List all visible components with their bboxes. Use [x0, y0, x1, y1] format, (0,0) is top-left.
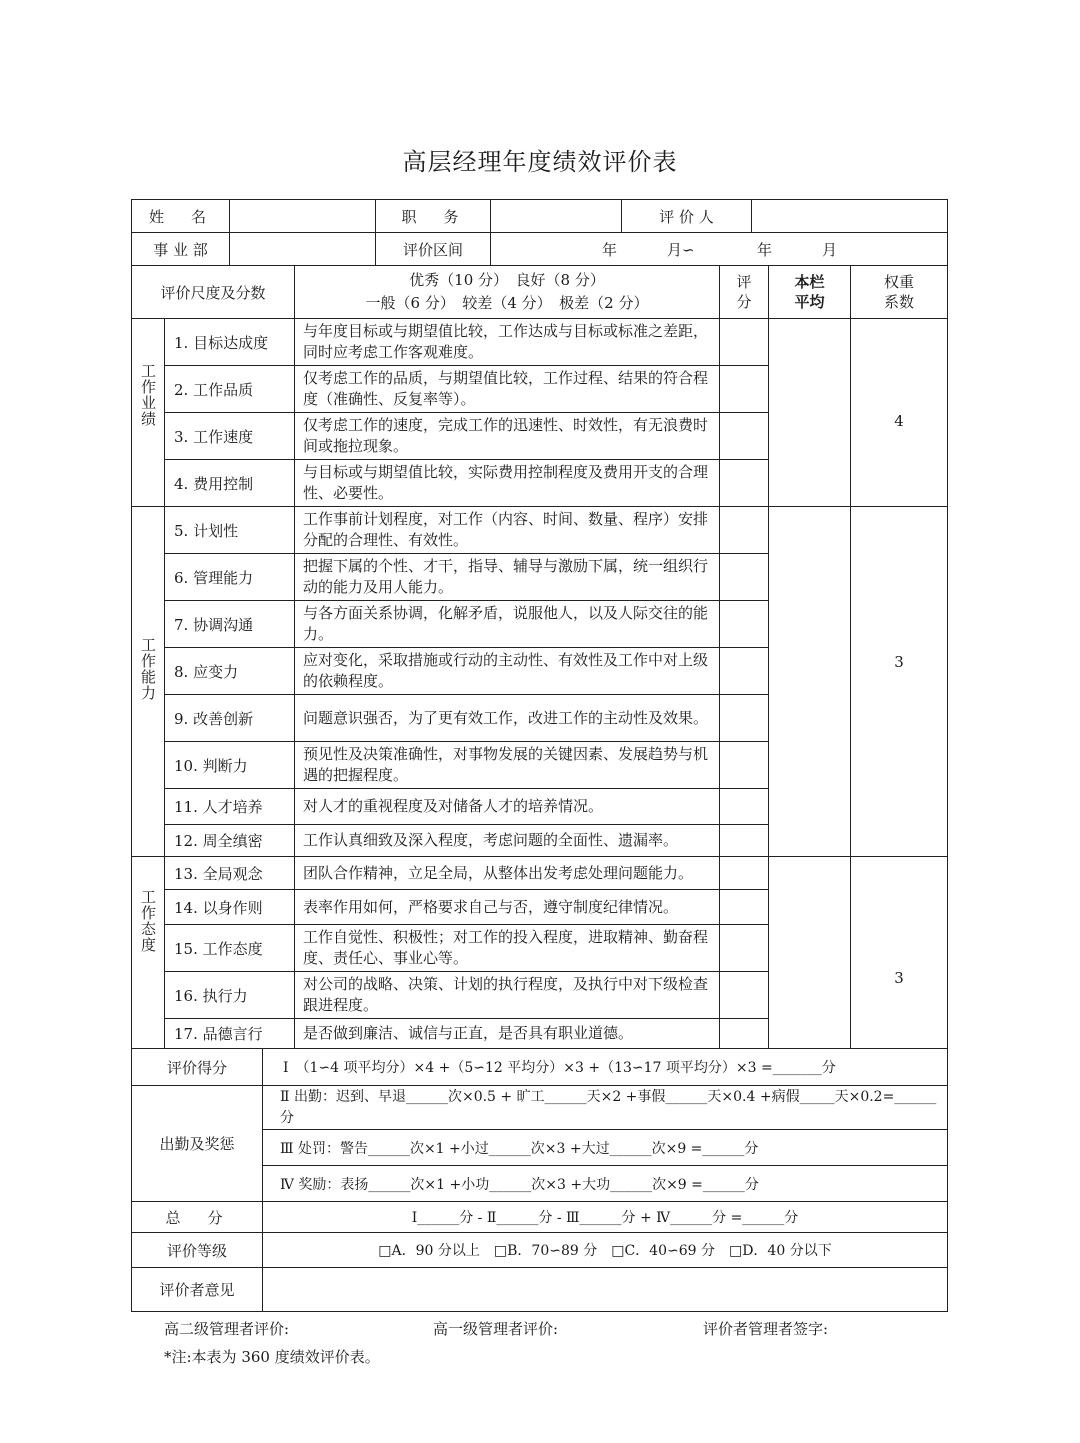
grade-label: 评价等级	[131, 1232, 263, 1268]
average-column-header: 本栏平均	[768, 265, 851, 319]
criterion-name: 11. 人才培养	[164, 788, 295, 825]
weight-performance: 4	[850, 318, 948, 507]
name-field[interactable]	[229, 199, 376, 233]
criterion-name: 13. 全局观念	[164, 856, 295, 890]
criterion-description: 问题意识强否，为了更有效工作，改进工作的主动性及效果。	[294, 694, 720, 742]
position-label: 职 务	[375, 199, 491, 233]
score-input[interactable]	[719, 459, 769, 507]
evaluator-field[interactable]	[751, 199, 948, 233]
total-label: 总 分	[131, 1201, 263, 1233]
criterion-description: 是否做到廉洁、诚信与正直，是否具有职业道德。	[294, 1018, 720, 1049]
signature-manager: 评价者管理者签字:	[703, 1320, 829, 1338]
evaluator-label: 评 价 人	[621, 199, 752, 233]
name-label: 姓 名	[131, 199, 230, 233]
score-input[interactable]	[719, 856, 769, 890]
criterion-name: 9. 改善创新	[164, 694, 295, 742]
weight-column-header: 权重系数	[850, 265, 948, 319]
average-ability[interactable]	[768, 506, 851, 857]
criterion-description: 把握下属的个性、才干，指导、辅导与激励下属，统一组织行动的能力及用人能力。	[294, 553, 720, 601]
period-field[interactable]	[490, 232, 948, 266]
opinion-label: 评价者意见	[131, 1267, 263, 1312]
criterion-name: 7. 协调沟通	[164, 600, 295, 648]
score-input[interactable]	[719, 924, 769, 972]
score-input[interactable]	[719, 365, 769, 413]
weight-attitude: 3	[850, 856, 948, 1049]
criterion-description: 与目标或与期望值比较，实际费用控制程度及费用开支的合理性、必要性。	[294, 459, 720, 507]
criterion-name: 3. 工作速度	[164, 412, 295, 460]
criterion-name: 17. 品德言行	[164, 1018, 295, 1049]
total-formula[interactable]: Ⅰ______分 - Ⅱ______分 - Ⅲ______分 + Ⅳ______分 =______分	[262, 1201, 948, 1233]
score-label: 评价得分	[131, 1048, 263, 1086]
score-input[interactable]	[719, 647, 769, 695]
scale-line-1: 优秀（10 分） 良好（8 分）	[409, 271, 605, 289]
criterion-description: 对公司的战略、决策、计划的执行程度，及执行中对下级检查跟进程度。	[294, 971, 720, 1019]
score-input[interactable]	[719, 553, 769, 601]
grade-options[interactable]: □A．90 分以上 □B．70∽89 分 □C．40∽69 分 □D．40 分以下	[262, 1232, 948, 1268]
criterion-description: 与各方面关系协调，化解矛盾，说服他人，以及人际交往的能力。	[294, 600, 720, 648]
criterion-description: 团队合作精神，立足全局，从整体出发考虑处理问题能力。	[294, 856, 720, 890]
score-input[interactable]	[719, 889, 769, 925]
criterion-description: 对人才的重视程度及对储备人才的培养情况。	[294, 788, 720, 825]
average-attitude[interactable]	[768, 856, 851, 1049]
dept-label: 事 业 部	[131, 232, 230, 266]
penalty-line[interactable]: Ⅲ 处罚：警告______次×1 +小过______次×3 +大过______次×9 =______分	[262, 1129, 948, 1166]
criterion-name: 15. 工作态度	[164, 924, 295, 972]
section-ability: 工作能力	[131, 506, 165, 857]
score-input[interactable]	[719, 1018, 769, 1049]
scale-line-2: 一般（6 分） 较差（4 分） 极差（2 分）	[365, 294, 649, 312]
criterion-description: 工作事前计划程度，对工作（内容、时间、数量、程序）安排分配的合理性、有效性。	[294, 506, 720, 554]
score-input[interactable]	[719, 694, 769, 742]
section-attitude: 工作态度	[131, 856, 165, 1049]
attendance-label: 出勤及奖惩	[131, 1085, 263, 1202]
signature-level2: 高二级管理者评价:	[164, 1320, 290, 1338]
score-input[interactable]	[719, 318, 769, 366]
criterion-name: 16. 执行力	[164, 971, 295, 1019]
score-formula[interactable]: Ⅰ （1∽4 项平均分）×4 +（5∽12 平均分）×3 +（13∽17 项平均分）×3 =_______分	[262, 1048, 948, 1086]
criterion-description: 应对变化，采取措施或行动的主动性、有效性及工作中对上级的依赖程度。	[294, 647, 720, 695]
attendance-line[interactable]: Ⅱ 出勤：迟到、早退______次×0.5 + 旷工______天×2 +事假______天×0.4 +病假_____天×0.2=______分	[262, 1085, 948, 1130]
opinion-field[interactable]	[262, 1267, 948, 1312]
criterion-name: 12. 周全缜密	[164, 824, 295, 857]
score-input[interactable]	[719, 788, 769, 825]
criterion-description: 与年度目标或与期望值比较，工作达成与目标或标准之差距，同时应考虑工作客观难度。	[294, 318, 720, 366]
page-title: 高层经理年度绩效评价表	[402, 148, 678, 176]
signature-level1: 高一级管理者评价:	[433, 1320, 559, 1338]
period-label: 评价区间	[375, 232, 491, 266]
criterion-name: 8. 应变力	[164, 647, 295, 695]
criterion-name: 1. 目标达成度	[164, 318, 295, 366]
criterion-name: 6. 管理能力	[164, 553, 295, 601]
score-input[interactable]	[719, 412, 769, 460]
period-month-2: 月	[822, 241, 838, 259]
dept-field[interactable]	[229, 232, 376, 266]
period-year-2: 年	[757, 241, 773, 259]
criterion-name: 5. 计划性	[164, 506, 295, 554]
scale-label: 评价尺度及分数	[131, 265, 295, 319]
section-performance: 工作业绩	[131, 318, 165, 507]
criterion-description: 仅考虑工作的品质，与期望值比较，工作过程、结果的符合程度（准确性、反复率等）。	[294, 365, 720, 413]
period-year-1: 年	[602, 241, 618, 259]
footnote: *注:本表为 360 度绩效评价表。	[164, 1348, 380, 1366]
weight-ability: 3	[850, 506, 948, 857]
reward-line[interactable]: Ⅳ 奖励：表扬______次×1 +小功______次×3 +大功______次×9 =______分	[262, 1165, 948, 1202]
score-column-header: 评分	[719, 265, 769, 319]
score-input[interactable]	[719, 971, 769, 1019]
average-performance[interactable]	[768, 318, 851, 507]
criterion-name: 10. 判断力	[164, 741, 295, 789]
criterion-description: 预见性及决策准确性，对事物发展的关键因素、发展趋势与机遇的把握程度。	[294, 741, 720, 789]
score-input[interactable]	[719, 600, 769, 648]
position-field[interactable]	[490, 199, 622, 233]
criterion-description: 仅考虑工作的速度，完成工作的迅速性、时效性，有无浪费时间或拖拉现象。	[294, 412, 720, 460]
criterion-description: 工作自觉性、积极性；对工作的投入程度，进取精神、勤奋程度、责任心、事业心等。	[294, 924, 720, 972]
scale-description	[294, 265, 720, 319]
criterion-name: 14. 以身作则	[164, 889, 295, 925]
criterion-description: 表率作用如何，严格要求自己与否，遵守制度纪律情况。	[294, 889, 720, 925]
score-input[interactable]	[719, 824, 769, 857]
score-input[interactable]	[719, 506, 769, 554]
criterion-name: 2. 工作品质	[164, 365, 295, 413]
criterion-name: 4. 费用控制	[164, 459, 295, 507]
criterion-description: 工作认真细致及深入程度，考虑问题的全面性、遗漏率。	[294, 824, 720, 857]
score-input[interactable]	[719, 741, 769, 789]
period-month-1: 月∽	[667, 241, 695, 259]
